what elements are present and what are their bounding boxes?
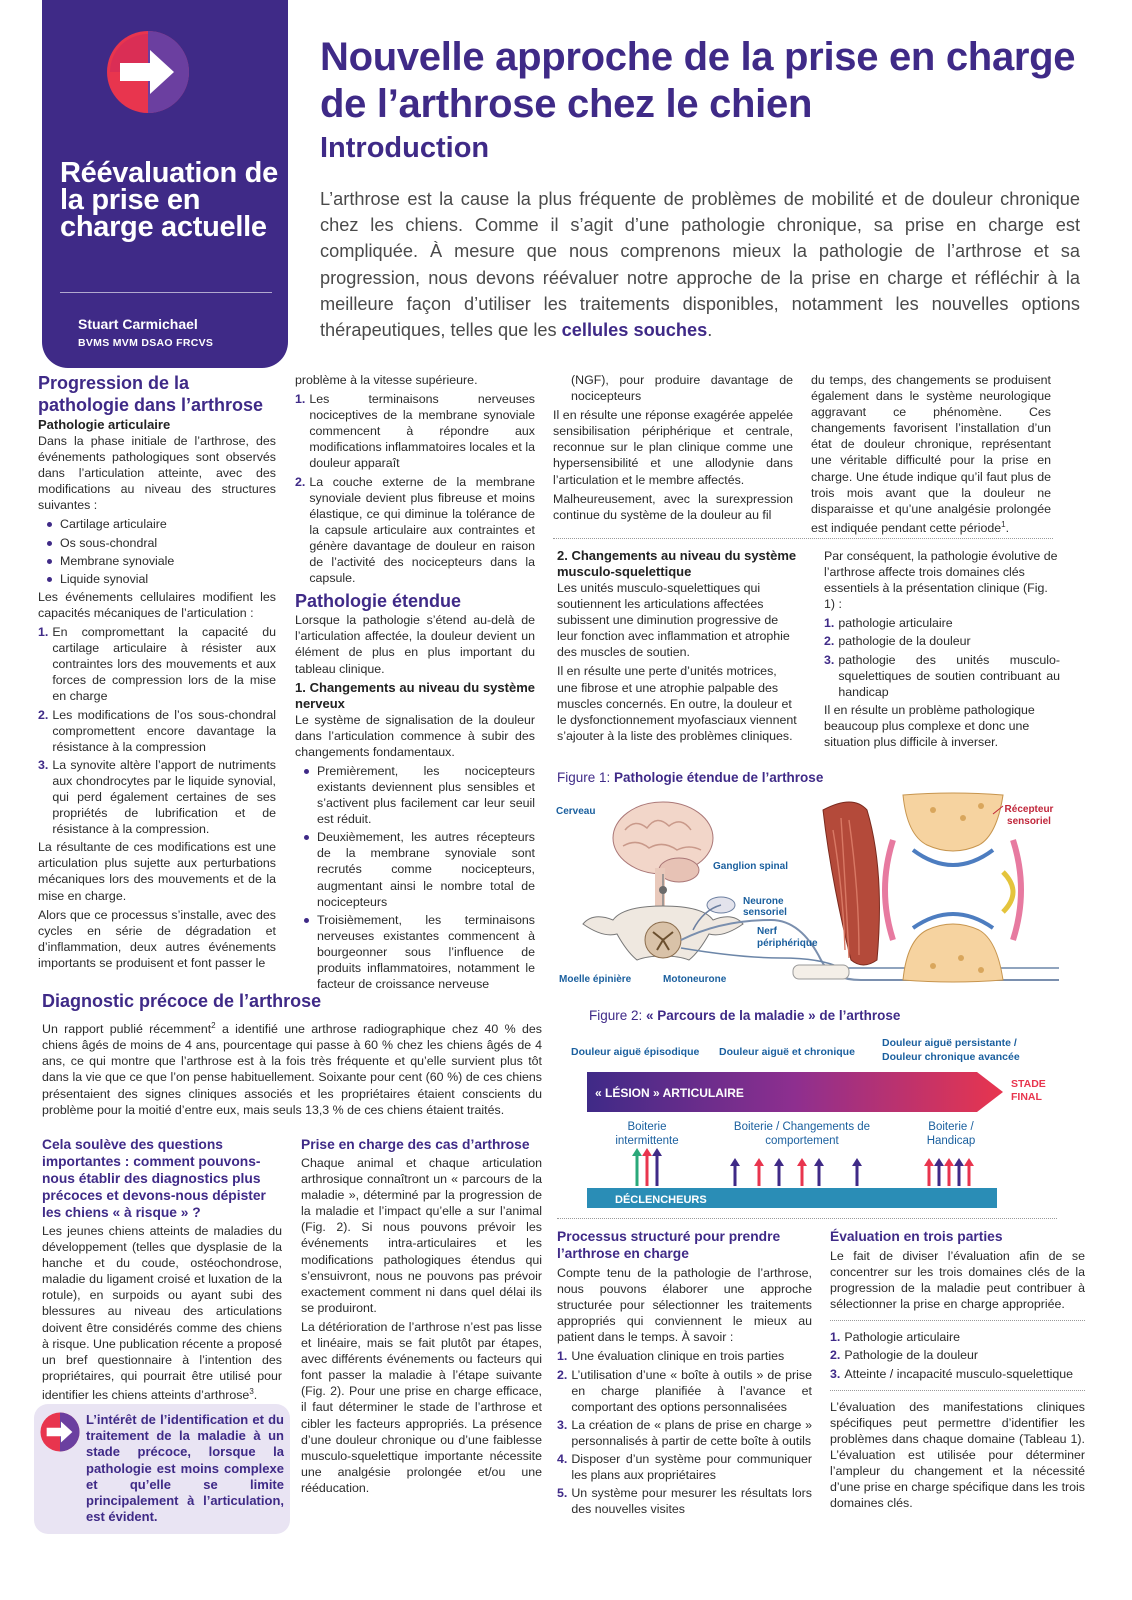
- item-number: 2.: [824, 634, 835, 649]
- figure-title: Pathologie étendue de l’arthrose: [614, 770, 824, 785]
- paragraph: du temps, des changements se produisent également dans le système neurologique aggravant ce phénomène. Ces changements favorisent l’installation d’un état de douleur chronique, représentant une véritable difficulté pour la prise en charge. Une étude indique qu’il faut plus de trois mois avant que la douleur ne disparaisse et qu’une analgésie prolongée est indiquée pendant cette période: [811, 373, 1051, 535]
- list-item: [824, 633, 1060, 649]
- list-item: [557, 1451, 812, 1483]
- section-domains: [824, 548, 1060, 753]
- text: Les jeunes chiens atteints de maladies du développement (telles que dysplasie de la hanche et du coude, ostéochondrose, maladie du ligament croisé et luxation de la rotule), en surpoids ou ayant subi des blessures au niveau des articulations doivent être considérés comme des chiens à risque. Une publication récente a proposé un bref questionnaire à l’intention des propriétaires, qui pourrait être utilisé pour identifier les chiens atteints d’arthrose: [42, 1224, 282, 1403]
- nervous-system-illustration: [553, 790, 1059, 986]
- subheading-evaluation: Évaluation en trois parties: [830, 1229, 1003, 1244]
- trigger-arrowhead: [754, 1158, 764, 1166]
- stage-acute-chronic: Douleur aiguë et chronique: [719, 1046, 855, 1058]
- text-end: .: [253, 1388, 258, 1403]
- item-text: La couche externe de la membrane synoviale devient plus fibreuse et moins élastique, ce qui diminue la tolérance de la capsule articulaire aux contraintes et génère davantage de douleur en raison de l’activité des nocicepteurs dans la capsule.: [309, 474, 535, 586]
- section-process: [557, 1228, 812, 1519]
- trigger-arrowhead: [964, 1158, 974, 1166]
- label-ganglion: Ganglion spinal: [713, 861, 789, 872]
- item-number: 2.: [830, 1348, 841, 1363]
- column-four: [811, 372, 1051, 536]
- list-item: [38, 757, 276, 837]
- footnote-ref: 2: [211, 1021, 216, 1030]
- item-text: Disposer d’un système pour communiquer les plans aux propriétaires: [571, 1452, 812, 1483]
- bullet-item: Membrane synoviale: [38, 553, 276, 569]
- author-name: Stuart Carmichael: [78, 316, 198, 332]
- item-text: L’utilisation d’une « boîte à outils » de prise en charge planifiée à l’avance et comportant des options personnalisées: [571, 1367, 812, 1414]
- item-number: 2.: [38, 707, 49, 722]
- list-item: [824, 652, 1060, 700]
- footnote-ref: 1: [1001, 519, 1006, 529]
- text: Un rapport publié récemment: [42, 1022, 212, 1037]
- structure-list: [38, 516, 276, 586]
- figure-prefix: Figure 1:: [557, 770, 615, 785]
- numbered-list: [824, 615, 1060, 699]
- item-number: 1.: [295, 392, 306, 407]
- item-number: 3.: [38, 757, 49, 772]
- text: a identifié une arthrose radiographique chez 40 % des chiens âgés de moins de 4 ans, pourcentage qui passe à 60 % chez les chiens âgés de 4 ans, ce qui montre que l’arthrose est à la fois très fréquente et qu’elle survient plus tôt dans la vie que ce que l’on pense habituellement. Soixante pour cent (60 %) de ces chiens présentaient des signes cliniques associés et les propriétaires étaient conscients du problème pour la moitié d’entre eux, mais seuls 13,3 % de ces chiens étaient traités.: [42, 1022, 542, 1117]
- item-text: pathologie de la douleur: [838, 634, 971, 649]
- paragraph: Compte tenu de la pathologie de l’arthrose, nous pouvons élaborer une approche structurée pour sélectionner les traitements appropriés qui conviennent le mieux au patient dans le temps. À savoir :: [557, 1266, 812, 1345]
- numbered-list: [295, 391, 535, 586]
- subheading-nervous: 1. Changements au niveau du système nerveux: [295, 679, 535, 711]
- paragraph: Le système de signalisation de la douleur dans l’articulation commence à subir des changements fondamentaux.: [295, 712, 535, 759]
- column-progression: [38, 372, 276, 974]
- paragraph-end: .: [1005, 520, 1010, 535]
- section-heading-extended: Pathologie étendue: [295, 591, 462, 612]
- list-item: [38, 707, 276, 755]
- item-text: pathologie des unités musculo-squelettiques de soutien contribuant au handicap: [838, 652, 1060, 699]
- label-spinal-cord: Moelle épinière: [559, 974, 632, 985]
- numbered-list: [557, 1348, 812, 1517]
- item-text: La synovite altère l’apport de nutriments aux chondrocytes par le liquide synovial, qui perd également certaines de ses propriétés de lubrification et de résistance à la compression.: [52, 757, 276, 837]
- list-item: [830, 1329, 1085, 1345]
- banner-title: Réévaluation de la prise en charge actuelle: [60, 157, 278, 243]
- item-number: 1.: [830, 1330, 841, 1345]
- arrow-right-icon: [106, 30, 190, 114]
- list-item: [557, 1417, 812, 1449]
- item-number: 2.: [557, 1367, 568, 1382]
- item-number: 3.: [824, 652, 835, 667]
- item-text: Pathologie articulaire: [844, 1330, 961, 1345]
- figure-2-caption: [589, 1008, 900, 1024]
- bullet-item: Premièrement, les nocicepteurs existants deviennent plus sensibles et s’activent plus facilement car leur seuil est réduit.: [295, 763, 535, 827]
- list-item: [557, 1348, 812, 1364]
- paragraph: Les événements cellulaires modifient les capacités mécaniques de l’articulation :: [38, 589, 276, 620]
- bullet-item: Os sous-chondral: [38, 535, 276, 551]
- figure-1-illustration: [553, 790, 1059, 986]
- subheading-questions: Cela soulève des questions importantes : comment pouvons-nous établir des diagnostics plus précoces et devons-nous dépister les chiens « à risque » ?: [42, 1137, 266, 1220]
- item-number: 1.: [557, 1349, 568, 1364]
- item-text: La création de « plans de prise en charge » personnalisés à partir de cette boîte à outils: [571, 1417, 812, 1448]
- numbered-list: [38, 624, 276, 837]
- arrow-right-icon: [40, 1412, 80, 1452]
- section-questions: [42, 1136, 282, 1406]
- triggers-label: DÉCLENCHEURS: [615, 1194, 707, 1206]
- item-text: Une évaluation clinique en trois parties: [571, 1349, 785, 1364]
- author-credentials: BVMS MVM DSAO FRCVS: [78, 337, 214, 349]
- section-cases: [301, 1136, 542, 1499]
- paragraph: problème à la vitesse supérieure.: [295, 373, 478, 387]
- divider: [830, 1320, 1085, 1321]
- label-brain: Cerveau: [556, 806, 596, 817]
- label-nerve: Nerf périphérique: [757, 926, 818, 949]
- item-number: 1.: [38, 625, 49, 640]
- numbered-list: [830, 1329, 1085, 1381]
- callout-box: [34, 1404, 290, 1534]
- item-text: Les terminaisons nerveuses nociceptives de la membrane synoviale commencent à répondre aux modifications inflammatoires locales et la douleur apparaît: [309, 392, 535, 471]
- item-number: 3.: [557, 1417, 568, 1432]
- paragraph: Les unités musculo-squelettiques qui soutiennent les articulations affectées subissent une diminution progressive de leur fonction avec inflammation et atrophie des muscles de soutien.: [557, 581, 790, 660]
- trigger-arrowhead: [642, 1148, 652, 1156]
- trigger-arrowhead: [730, 1158, 740, 1166]
- stage-acute-episodic: Douleur aiguë épisodique: [571, 1046, 700, 1058]
- list-item: [38, 624, 276, 704]
- list-item: [557, 1485, 812, 1517]
- divider: [557, 1218, 1057, 1219]
- paragraph: Dans la phase initiale de l’arthrose, des événements pathologiques sont observés dans l’articulation atteinte, avec des modifications au niveau des structures suivantes :: [38, 434, 276, 513]
- list-item: [830, 1366, 1085, 1382]
- trigger-arrowhead: [852, 1158, 862, 1166]
- item-number: 4.: [557, 1452, 568, 1467]
- section-heading-diagnostic: Diagnostic précoce de l’arthrose: [42, 991, 322, 1011]
- intro-heading: Introduction: [320, 132, 490, 164]
- paragraph: Le fait de diviser l’évaluation afin de se concentrer sur les trois domaines clés de la progression de la maladie peut contribuer à sélectionner la prise en charge appropriée.: [830, 1249, 1085, 1312]
- subheading-cases: Prise en charge des cas d’arthrose: [301, 1137, 530, 1152]
- bar-label: « LÉSION » ARTICULAIRE: [595, 1086, 744, 1100]
- final-stage: STADE FINAL: [1011, 1078, 1046, 1103]
- list-item: [295, 391, 535, 471]
- paragraph: Il en résulte une réponse exagérée appelée sensibilisation périphérique et centrale, reconnue sur le plan clinique comme une hypersensibilité et une allodynie dans l’articulation et le membre affectés.: [553, 408, 793, 487]
- figure-1-caption: [557, 770, 823, 786]
- bullet-item: Deuxièmement, les autres récepteurs de la membrane synoviale sont recrutés comme nocicepteurs, augmentant ainsi le nombre total de nocicepteurs: [295, 829, 535, 909]
- item-text: Les modifications de l’os sous-chondral compromettent encore davantage la résistance à la compression: [52, 707, 276, 754]
- callout-text: L’intérêt de l’identification et du traitement de la maladie à un stade précoce, lorsque la pathologie est moins complexe et qu’elle se limite principalement à l’articulation, est évident.: [86, 1412, 284, 1525]
- section-evaluation: [830, 1228, 1085, 1514]
- column-extended: [295, 372, 535, 994]
- side-banner: [42, 0, 288, 368]
- paragraph: Malheureusement, avec la surexpression continue du système de la douleur au fil: [553, 491, 793, 522]
- section-diagnostic: [42, 990, 542, 1121]
- intro-body: L’arthrose est la cause la plus fréquente de problèmes de mobilité et de douleur chronique chez les chiens. Comme il s’agit d’une pathologie chronique, sa prise en charge est compliquée. À mesure que nous comprenons mieux la pathologie de l’arthrose et sa progression, nous devons réévaluer notre approche de la prise en charge et réfléchir à la meilleure façon d’utiliser les traitements disponibles, notamment les nouvelles options thérapeutiques, telles que les: [320, 189, 1080, 341]
- paragraph: Lorsque la pathologie s’étend au-delà de l’articulation affectée, la douleur devient un élément de plus en plus important du tableau clinique.: [295, 613, 535, 676]
- paragraph: Alors que ce processus s’installe, avec des cycles en série de dégradation et d’inflammation, deux autres événements importants se produisent et font passer le: [38, 907, 276, 970]
- footnote-ref: 3: [249, 1386, 254, 1396]
- bullet-item: Cartilage articulaire: [38, 516, 276, 532]
- intro-text: [320, 186, 1080, 343]
- item-number: 3.: [830, 1366, 841, 1381]
- trigger-arrowhead: [632, 1148, 642, 1156]
- divider: [553, 538, 1053, 539]
- article-title: Nouvelle approche de la prise en charge de l’arthrose chez le chien: [320, 35, 1076, 126]
- bullet-item: Troisièmement, les terminaisons nerveuses existantes commencent à bourgeonner sous l’influence de produits inflammatoires, notamment le facteur de croissance nerveuse: [295, 912, 535, 992]
- column-three: [553, 372, 793, 526]
- item-number: 2.: [295, 474, 306, 489]
- trigger-arrowhead: [944, 1158, 954, 1166]
- symptom-behaviour: Boiterie / Changements de comportement: [733, 1121, 871, 1147]
- paragraph: La détérioration de l’arthrose n’est pas lisse et linéaire, mais se fait plutôt par étapes, avec différents événements ou facteurs qui font passer la maladie à l’étape suivante (Fig. 2). Pour une prise en charge efficace, il faut déterminer le stade de l’arthrose et cibler les facteurs appropriés. La présence d’une douleur chronique ou d’une faiblesse musculo-squelettique importante nécessite une analgésie prolongée et/ou une rééducation.: [301, 1319, 542, 1495]
- label-motoneuron: Motoneurone: [663, 974, 727, 985]
- paragraph: [42, 1018, 542, 1118]
- list-item: [824, 615, 1060, 631]
- paragraph: (NGF), pour produire davantage de nocicepteurs: [571, 373, 793, 404]
- paragraph: Il en résulte un problème pathologique beaucoup plus complexe et donc une situation plus difficile à inverser.: [824, 702, 1035, 750]
- paragraph: [42, 1223, 282, 1403]
- label-neuron: Neurone sensoriel: [743, 896, 787, 918]
- item-text: Un système pour mesurer les résultats lors des nouvelles visites: [571, 1486, 812, 1517]
- list-item: [557, 1367, 812, 1415]
- trigger-arrowhead: [954, 1158, 964, 1166]
- item-text: Pathologie de la douleur: [844, 1348, 978, 1363]
- list-item: [295, 474, 535, 587]
- symptom-handicap: Boiterie / Handicap: [926, 1121, 976, 1147]
- item-number: 1.: [824, 616, 835, 631]
- intro-emphasis: cellules souches: [561, 320, 708, 341]
- item-number: 5.: [557, 1486, 568, 1501]
- item-text: En compromettant la capacité du cartilage articulaire à résister aux contraintes lors des mouvements et aux forces de compression lors de la mise en charge: [52, 625, 276, 704]
- figure-title: « Parcours de la maladie » de l’arthrose: [646, 1008, 901, 1023]
- paragraph: La résultante de ces modifications est une articulation plus sujette aux perturbations mécaniques lors des mouvements et de la mise en charge.: [38, 840, 276, 903]
- item-text: Atteinte / incapacité musculo-squelettique: [844, 1366, 1074, 1381]
- subheading-joint: Pathologie articulaire: [38, 417, 171, 432]
- symptom-intermittent: Boiterie intermittente: [615, 1121, 679, 1147]
- subheading-msk: 2. Changements au niveau du système musculo-squelettique: [557, 548, 797, 579]
- section-heading-progression: Progression de la pathologie dans l’arthrose: [38, 373, 264, 415]
- paragraph: L’évaluation des manifestations cliniques spécifiques peut permettre d’identifier les problèmes dans chaque domaine (Tableau 1). L’évaluation est utilisée pour déterminer l’ampleur du changement et la nécessité d’une prise en charge spécifique dans les trois domaines clés.: [830, 1399, 1085, 1511]
- trigger-arrowhead: [924, 1158, 934, 1166]
- figure-2-diagram: [557, 1030, 1057, 1210]
- divider: [830, 1390, 1085, 1391]
- trigger-arrowhead: [934, 1158, 944, 1166]
- item-text: pathologie articulaire: [838, 616, 953, 631]
- paragraph: Il en résulte une perte d’unités motrices, une fibrose et une atrophie palpable des muscles concernés. En outre, la douleur et le dysfonctionnement myofasciaux viennent s’ajouter à la liste des problèmes cliniques.: [557, 664, 797, 743]
- trigger-arrowhead: [797, 1158, 807, 1166]
- banner-divider: [60, 292, 272, 293]
- subheading-process: Processus structuré pour prendre l’arthrose en charge: [557, 1229, 781, 1261]
- bullet-item: Liquide synovial: [38, 571, 276, 587]
- paragraph: Par conséquent, la pathologie évolutive de l’arthrose affecte trois domaines clés essentiels à la présentation clinique (Fig. 1) :: [824, 549, 1058, 612]
- intro-end: .: [707, 320, 713, 341]
- bullet-list: [295, 763, 535, 992]
- paragraph: Chaque animal et chaque articulation arthrosique connaîtront un « parcours de la maladie », déterminé par la progression de la maladie et l’impact qu’elle a sur l’animal (Fig. 2). Si nous pouvons prévoir les événements intra-articulaires et les modifications pathologiques étendus qui s’ensuivront, nous ne pouvons pas prévoir exactement comment ni dans quel délai ils se produiront.: [301, 1156, 542, 1315]
- trigger-arrowhead: [814, 1158, 824, 1166]
- stage-advanced: Douleur aiguë persistante / Douleur chronique avancée: [882, 1037, 1020, 1063]
- figure-prefix: Figure 2:: [589, 1008, 647, 1023]
- trigger-arrowhead: [652, 1148, 662, 1156]
- list-item: [830, 1347, 1085, 1363]
- trigger-arrowhead: [774, 1158, 784, 1166]
- section-msk: [557, 548, 797, 747]
- label-receptor: Récepteur sensoriel: [1004, 804, 1054, 827]
